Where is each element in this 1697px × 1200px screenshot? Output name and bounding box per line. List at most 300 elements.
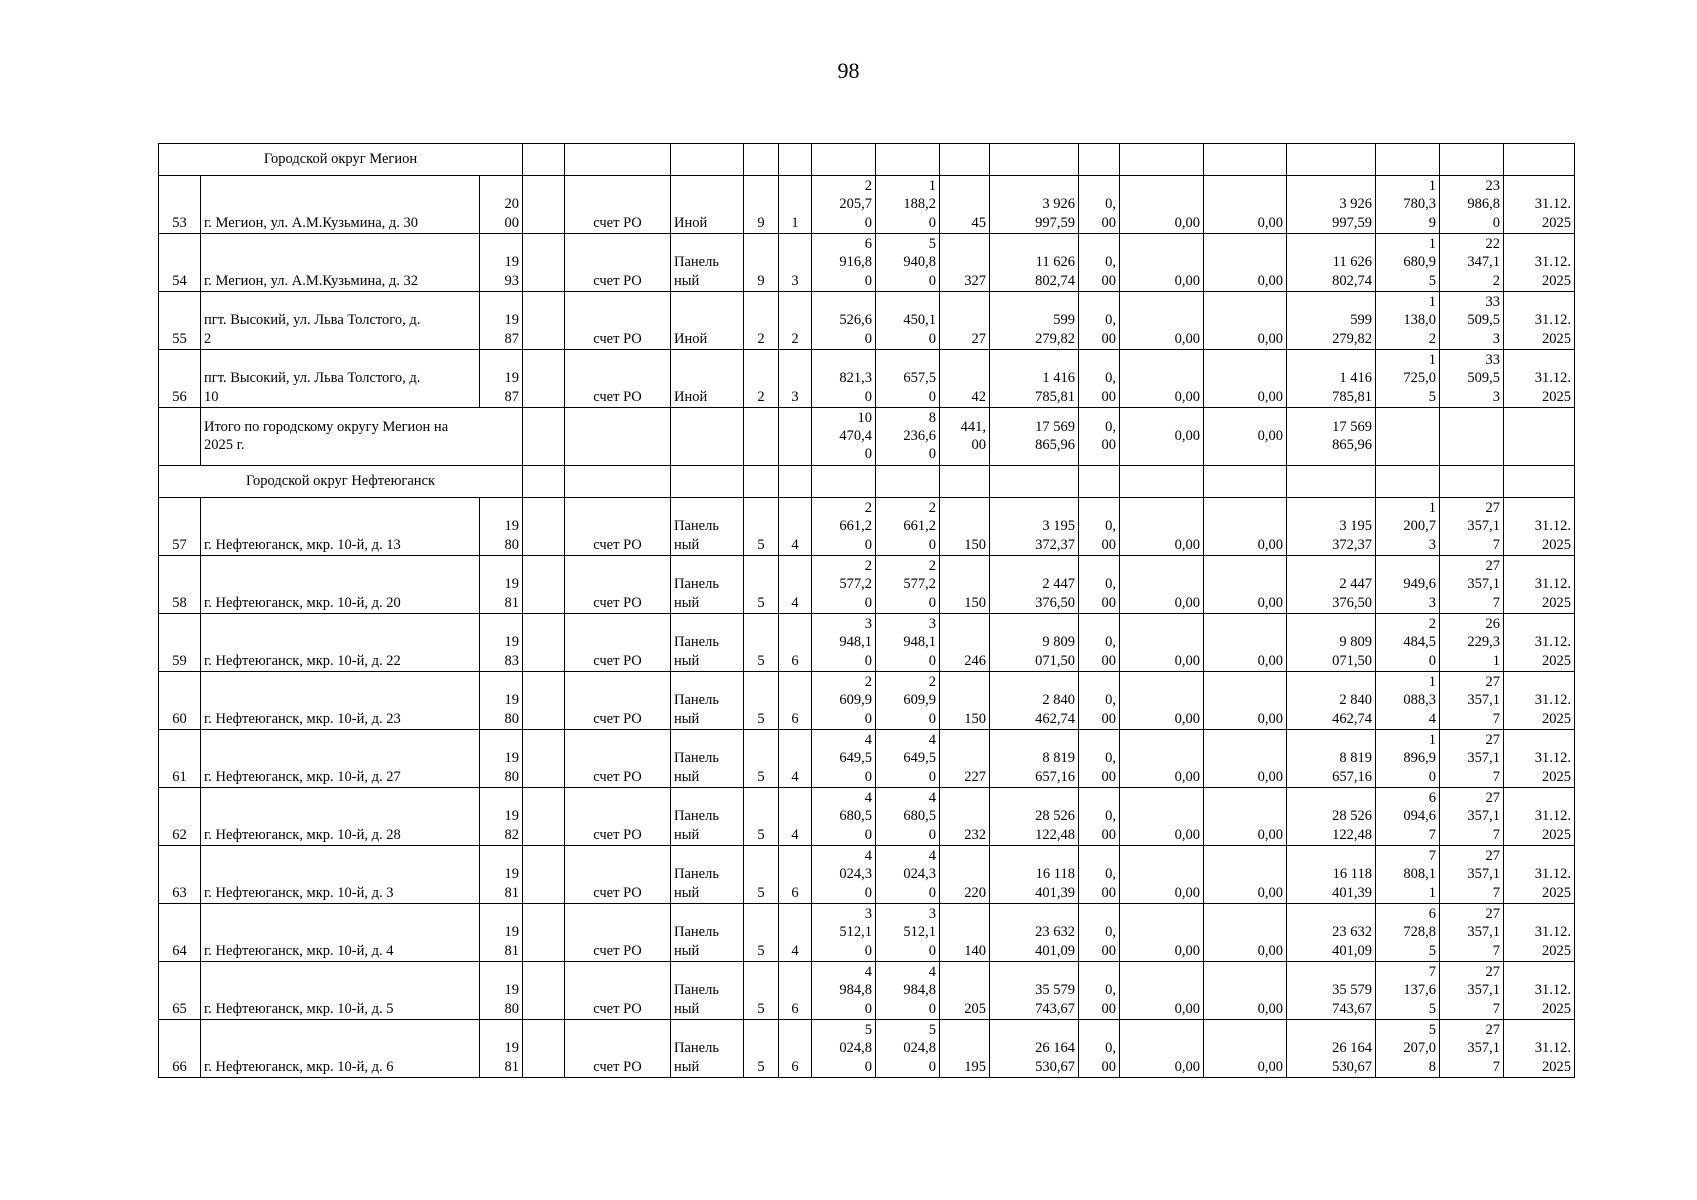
table-row xyxy=(159,292,1575,350)
cell-cost-fund: 0, 00 xyxy=(1079,556,1120,614)
cell-cost-total: 9 809 071,50 xyxy=(990,614,1079,672)
cell-cost-fund: 0, 00 xyxy=(1079,498,1120,556)
cell-cost-fund: 0, 00 xyxy=(1079,176,1120,234)
table-row xyxy=(159,350,1575,408)
cell-residents: 27 xyxy=(940,292,990,350)
cell-area-living: 5 940,8 0 xyxy=(876,234,940,292)
cell-cost-fund: 0, 00 xyxy=(1079,788,1120,846)
cell-cost-budget-local: 0,00 xyxy=(1204,350,1287,408)
cell-fund: счет РО xyxy=(565,788,671,846)
cell-residents: 227 xyxy=(940,730,990,788)
cell-deadline: 31.12. 2025 xyxy=(1504,1020,1575,1078)
table-row xyxy=(159,556,1575,614)
cell-area-living: 450,1 0 xyxy=(876,292,940,350)
cell-cost-budget-region: 0,00 xyxy=(1120,1020,1204,1078)
cell-cost-total: 35 579 743,67 xyxy=(990,962,1079,1020)
cell-cost-per-m2: 1 138,0 2 xyxy=(1376,292,1440,350)
cell-cost-per-m2: 1 088,3 4 xyxy=(1376,672,1440,730)
cell-entrances: 4 xyxy=(779,904,812,962)
cell-cost-fund: 0, 00 xyxy=(1079,234,1120,292)
cell-deadline: 31.12. 2025 xyxy=(1504,498,1575,556)
empty-cell xyxy=(1504,408,1575,466)
cell-no: 59 xyxy=(159,614,201,672)
cell-no: 54 xyxy=(159,234,201,292)
empty-cell xyxy=(1376,408,1440,466)
empty-cell xyxy=(1504,144,1575,176)
empty-cell xyxy=(990,144,1079,176)
cell-no: 63 xyxy=(159,846,201,904)
cell-address: г. Нефтеюганск, мкр. 10-й, д. 6 xyxy=(201,1020,480,1078)
cell-year: 19 81 xyxy=(480,1020,523,1078)
cell-area-total: 821,3 0 xyxy=(812,350,876,408)
cell-deadline: 31.12. 2025 xyxy=(1504,846,1575,904)
cell-cost-owners: 28 526 122,48 xyxy=(1287,788,1376,846)
cell-area-total: 3 512,1 0 xyxy=(812,904,876,962)
cell-cost-per-m2: 6 728,8 5 xyxy=(1376,904,1440,962)
cell-limit-per-m2: 27 357,1 7 xyxy=(1440,962,1504,1020)
cell-extra xyxy=(523,1020,565,1078)
cell-limit-per-m2: 27 357,1 7 xyxy=(1440,556,1504,614)
cell-fund: счет РО xyxy=(565,730,671,788)
cell-area-living: 2 609,9 0 xyxy=(876,672,940,730)
cell-area-living: 657,5 0 xyxy=(876,350,940,408)
cell-fund: счет РО xyxy=(565,350,671,408)
cell-address: г. Нефтеюганск, мкр. 10-й, д. 22 xyxy=(201,614,480,672)
cell-residents: 220 xyxy=(940,846,990,904)
cell-extra xyxy=(523,962,565,1020)
cell-extra xyxy=(523,904,565,962)
cell-limit-per-m2: 27 357,1 7 xyxy=(1440,788,1504,846)
cell-fund: счет РО xyxy=(565,1020,671,1078)
cell-cost-total: 8 819 657,16 xyxy=(990,730,1079,788)
cell-year: 19 83 xyxy=(480,614,523,672)
cell-residents: 205 xyxy=(940,962,990,1020)
cell-type: Панель ный xyxy=(671,904,744,962)
cell-extra xyxy=(523,498,565,556)
cell-deadline: 31.12. 2025 xyxy=(1504,730,1575,788)
cell-no: 60 xyxy=(159,672,201,730)
cell-year: 19 87 xyxy=(480,350,523,408)
table-row xyxy=(159,614,1575,672)
cell-no: 55 xyxy=(159,292,201,350)
cell-area-living: 2 661,2 0 xyxy=(876,498,940,556)
cell-fund: счет РО xyxy=(565,962,671,1020)
cell-residents: 45 xyxy=(940,176,990,234)
cell-no: 66 xyxy=(159,1020,201,1078)
empty-cell xyxy=(1079,144,1120,176)
cell-cost-owners: 35 579 743,67 xyxy=(1287,962,1376,1020)
cell-address: пгт. Высокий, ул. Льва Толстого, д. 10 xyxy=(201,350,480,408)
cell-no: 58 xyxy=(159,556,201,614)
cell-entrances: 3 xyxy=(779,350,812,408)
cell-cost-owners: 16 118 401,39 xyxy=(1287,846,1376,904)
page-number: 98 xyxy=(837,58,860,83)
table-row xyxy=(159,730,1575,788)
cell-year: 19 80 xyxy=(480,672,523,730)
empty-cell xyxy=(1440,144,1504,176)
cell-type: Панель ный xyxy=(671,614,744,672)
table-row xyxy=(159,1020,1575,1078)
cell-fund: счет РО xyxy=(565,234,671,292)
cell-year: 19 81 xyxy=(480,904,523,962)
cell-no: 56 xyxy=(159,350,201,408)
cell-year: 19 82 xyxy=(480,788,523,846)
table-row xyxy=(159,176,1575,234)
cell-extra xyxy=(523,672,565,730)
cell-type: Иной xyxy=(671,176,744,234)
cell-floors: 5 xyxy=(744,846,779,904)
cell-year: 19 87 xyxy=(480,292,523,350)
cell-cost-budget-region: 0,00 xyxy=(1120,730,1204,788)
cell-year: 19 80 xyxy=(480,962,523,1020)
cell-area-total: 2 661,2 0 xyxy=(812,498,876,556)
cell-limit-per-m2: 22 347,1 2 xyxy=(1440,234,1504,292)
cell-entrances: 4 xyxy=(779,788,812,846)
table-row xyxy=(159,788,1575,846)
cell-year: 19 93 xyxy=(480,234,523,292)
cell-residents: 232 xyxy=(940,788,990,846)
cell-limit-per-m2: 27 357,1 7 xyxy=(1440,730,1504,788)
cell-extra xyxy=(523,292,565,350)
empty-cell xyxy=(1287,466,1376,498)
cell-cost-budget-local: 0,00 xyxy=(1204,904,1287,962)
cell-area-total: 4 680,5 0 xyxy=(812,788,876,846)
section-header-row xyxy=(159,466,1575,498)
empty-cell xyxy=(1504,466,1575,498)
cell-residents: 42 xyxy=(940,350,990,408)
empty-cell xyxy=(812,144,876,176)
total-label: Итого по городскому округу Мегион на 2025 г. xyxy=(201,408,523,466)
cell-year: 19 80 xyxy=(480,730,523,788)
total-residents: 441, 00 xyxy=(940,408,990,466)
cell-deadline: 31.12. 2025 xyxy=(1504,234,1575,292)
empty-cell xyxy=(671,466,744,498)
cell-deadline: 31.12. 2025 xyxy=(1504,788,1575,846)
section-title: Городской округ Нефтеюганск xyxy=(159,466,523,498)
cell-area-living: 3 512,1 0 xyxy=(876,904,940,962)
cell-cost-total: 3 195 372,37 xyxy=(990,498,1079,556)
cell-cost-budget-local: 0,00 xyxy=(1204,846,1287,904)
cell-cost-budget-local: 0,00 xyxy=(1204,556,1287,614)
cell-cost-per-m2: 6 094,6 7 xyxy=(1376,788,1440,846)
cell-entrances: 6 xyxy=(779,962,812,1020)
cell-cost-per-m2: 1 896,9 0 xyxy=(1376,730,1440,788)
cell-address: г. Мегион, ул. А.М.Кузьмина, д. 30 xyxy=(201,176,480,234)
table-row xyxy=(159,498,1575,556)
cell-fund: счет РО xyxy=(565,614,671,672)
cell-extra xyxy=(523,730,565,788)
empty-cell xyxy=(876,144,940,176)
cell-cost-budget-local: 0,00 xyxy=(1204,962,1287,1020)
empty-cell xyxy=(523,144,565,176)
cell-area-living: 4 024,3 0 xyxy=(876,846,940,904)
empty-cell xyxy=(1287,144,1376,176)
cell-address: г. Нефтеюганск, мкр. 10-й, д. 13 xyxy=(201,498,480,556)
cell-floors: 5 xyxy=(744,614,779,672)
cell-extra xyxy=(523,176,565,234)
cell-cost-total: 599 279,82 xyxy=(990,292,1079,350)
cell-area-living: 5 024,8 0 xyxy=(876,1020,940,1078)
total-cost-owners: 17 569 865,96 xyxy=(1287,408,1376,466)
cell-extra xyxy=(523,350,565,408)
cell-cost-budget-region: 0,00 xyxy=(1120,556,1204,614)
cell-residents: 140 xyxy=(940,904,990,962)
total-cost-fund: 0, 00 xyxy=(1079,408,1120,466)
cell-no: 57 xyxy=(159,498,201,556)
cell-limit-per-m2: 27 357,1 7 xyxy=(1440,846,1504,904)
cell-cost-budget-local: 0,00 xyxy=(1204,292,1287,350)
cell-cost-per-m2: 1 725,0 5 xyxy=(1376,350,1440,408)
cell-no: 53 xyxy=(159,176,201,234)
cell-cost-total: 28 526 122,48 xyxy=(990,788,1079,846)
cell-limit-per-m2: 27 357,1 7 xyxy=(1440,672,1504,730)
cell-cost-per-m2: 7 137,6 5 xyxy=(1376,962,1440,1020)
table-body xyxy=(159,144,1575,1078)
cell-limit-per-m2: 26 229,3 1 xyxy=(1440,614,1504,672)
cell-residents: 246 xyxy=(940,614,990,672)
cell-area-total: 5 024,8 0 xyxy=(812,1020,876,1078)
cell-entrances: 4 xyxy=(779,730,812,788)
cell-floors: 9 xyxy=(744,234,779,292)
cell-cost-total: 2 447 376,50 xyxy=(990,556,1079,614)
capital-repair-register-table xyxy=(158,143,1575,1078)
cell-cost-owners: 599 279,82 xyxy=(1287,292,1376,350)
cell-fund: счет РО xyxy=(565,292,671,350)
cell-cost-per-m2: 7 808,1 1 xyxy=(1376,846,1440,904)
cell-limit-per-m2: 27 357,1 7 xyxy=(1440,904,1504,962)
cell-floors: 2 xyxy=(744,292,779,350)
cell-cost-budget-local: 0,00 xyxy=(1204,1020,1287,1078)
cell-cost-total: 3 926 997,59 xyxy=(990,176,1079,234)
empty-cell xyxy=(565,408,671,466)
cell-cost-fund: 0, 00 xyxy=(1079,730,1120,788)
cell-cost-budget-region: 0,00 xyxy=(1120,846,1204,904)
cell-type: Панель ный xyxy=(671,672,744,730)
empty-cell xyxy=(523,466,565,498)
cell-address: г. Нефтеюганск, мкр. 10-й, д. 5 xyxy=(201,962,480,1020)
cell-address: пгт. Высокий, ул. Льва Толстого, д. 2 xyxy=(201,292,480,350)
empty-cell xyxy=(744,408,779,466)
cell-cost-per-m2: 5 207,0 8 xyxy=(1376,1020,1440,1078)
empty-cell xyxy=(876,466,940,498)
empty-cell xyxy=(1440,466,1504,498)
cell-cost-owners: 26 164 530,67 xyxy=(1287,1020,1376,1078)
cell-cost-per-m2: 1 200,7 3 xyxy=(1376,498,1440,556)
cell-residents: 150 xyxy=(940,556,990,614)
cell-extra xyxy=(523,788,565,846)
table-row xyxy=(159,846,1575,904)
cell-floors: 5 xyxy=(744,904,779,962)
cell-year: 19 80 xyxy=(480,498,523,556)
cell-cost-per-m2: 1 680,9 5 xyxy=(1376,234,1440,292)
cell-type: Панель ный xyxy=(671,498,744,556)
cell-deadline: 31.12. 2025 xyxy=(1504,904,1575,962)
cell-cost-fund: 0, 00 xyxy=(1079,292,1120,350)
cell-floors: 5 xyxy=(744,498,779,556)
empty-cell xyxy=(1204,144,1287,176)
cell-floors: 5 xyxy=(744,730,779,788)
cell-area-living: 1 188,2 0 xyxy=(876,176,940,234)
cell-address: г. Нефтеюганск, мкр. 10-й, д. 27 xyxy=(201,730,480,788)
cell-area-total: 2 205,7 0 xyxy=(812,176,876,234)
cell-fund: счет РО xyxy=(565,498,671,556)
cell-cost-fund: 0, 00 xyxy=(1079,672,1120,730)
cell-floors: 5 xyxy=(744,672,779,730)
cell-fund: счет РО xyxy=(565,904,671,962)
empty-cell xyxy=(1376,144,1440,176)
cell-limit-per-m2: 27 357,1 7 xyxy=(1440,498,1504,556)
cell-cost-budget-local: 0,00 xyxy=(1204,672,1287,730)
cell-type: Панель ный xyxy=(671,962,744,1020)
total-cost-total: 17 569 865,96 xyxy=(990,408,1079,466)
cell-cost-budget-local: 0,00 xyxy=(1204,730,1287,788)
cell-area-living: 4 680,5 0 xyxy=(876,788,940,846)
section-total-row xyxy=(159,408,1575,466)
cell-address: г. Нефтеюганск, мкр. 10-й, д. 23 xyxy=(201,672,480,730)
cell-area-living: 3 948,1 0 xyxy=(876,614,940,672)
cell-floors: 5 xyxy=(744,556,779,614)
cell-cost-fund: 0, 00 xyxy=(1079,962,1120,1020)
cell-cost-fund: 0, 00 xyxy=(1079,614,1120,672)
cell-fund: счет РО xyxy=(565,556,671,614)
cell-type: Панель ный xyxy=(671,234,744,292)
cell-cost-fund: 0, 00 xyxy=(1079,904,1120,962)
cell-entrances: 4 xyxy=(779,498,812,556)
cell-year: 20 00 xyxy=(480,176,523,234)
cell-cost-budget-region: 0,00 xyxy=(1120,350,1204,408)
cell-floors: 2 xyxy=(744,350,779,408)
cell-cost-budget-region: 0,00 xyxy=(1120,176,1204,234)
section-title: Городской округ Мегион xyxy=(159,144,523,176)
empty-cell xyxy=(779,408,812,466)
cell-cost-budget-region: 0,00 xyxy=(1120,614,1204,672)
section-header-row xyxy=(159,144,1575,176)
empty-cell xyxy=(1120,466,1204,498)
cell-area-living: 4 649,5 0 xyxy=(876,730,940,788)
cell-cost-budget-local: 0,00 xyxy=(1204,614,1287,672)
cell-no: 62 xyxy=(159,788,201,846)
cell-entrances: 1 xyxy=(779,176,812,234)
cell-area-living: 2 577,2 0 xyxy=(876,556,940,614)
cell-cost-owners: 1 416 785,81 xyxy=(1287,350,1376,408)
cell-extra xyxy=(523,846,565,904)
cell-cost-owners: 8 819 657,16 xyxy=(1287,730,1376,788)
cell-area-total: 526,6 0 xyxy=(812,292,876,350)
cell-entrances: 3 xyxy=(779,234,812,292)
empty-cell xyxy=(1204,466,1287,498)
cell-area-total: 4 024,3 0 xyxy=(812,846,876,904)
cell-residents: 327 xyxy=(940,234,990,292)
cell-deadline: 31.12. 2025 xyxy=(1504,176,1575,234)
table-row xyxy=(159,962,1575,1020)
cell-address: г. Нефтеюганск, мкр. 10-й, д. 20 xyxy=(201,556,480,614)
cell-area-total: 4 984,8 0 xyxy=(812,962,876,1020)
cell-cost-budget-local: 0,00 xyxy=(1204,788,1287,846)
cell-type: Иной xyxy=(671,292,744,350)
cell-year: 19 81 xyxy=(480,556,523,614)
cell-cost-total: 23 632 401,09 xyxy=(990,904,1079,962)
cell-cost-budget-local: 0,00 xyxy=(1204,234,1287,292)
total-cost-budget-region: 0,00 xyxy=(1120,408,1204,466)
cell-entrances: 6 xyxy=(779,846,812,904)
cell-entrances: 6 xyxy=(779,614,812,672)
cell-cost-total: 11 626 802,74 xyxy=(990,234,1079,292)
cell-area-total: 6 916,8 0 xyxy=(812,234,876,292)
cell-deadline: 31.12. 2025 xyxy=(1504,672,1575,730)
empty-cell xyxy=(1376,466,1440,498)
cell-fund: счет РО xyxy=(565,672,671,730)
cell-address: г. Нефтеюганск, мкр. 10-й, д. 4 xyxy=(201,904,480,962)
cell-limit-per-m2: 27 357,1 7 xyxy=(1440,1020,1504,1078)
cell-cost-budget-region: 0,00 xyxy=(1120,672,1204,730)
cell-cost-per-m2: 1 780,3 9 xyxy=(1376,176,1440,234)
cell-cost-budget-region: 0,00 xyxy=(1120,904,1204,962)
cell-residents: 150 xyxy=(940,498,990,556)
cell-cost-fund: 0, 00 xyxy=(1079,1020,1120,1078)
cell-floors: 5 xyxy=(744,962,779,1020)
cell-residents: 195 xyxy=(940,1020,990,1078)
cell-cost-owners: 3 195 372,37 xyxy=(1287,498,1376,556)
cell-entrances: 6 xyxy=(779,672,812,730)
cell-type: Иной xyxy=(671,350,744,408)
cell-area-total: 4 649,5 0 xyxy=(812,730,876,788)
cell-entrances: 6 xyxy=(779,1020,812,1078)
cell-year: 19 81 xyxy=(480,846,523,904)
empty-cell xyxy=(744,144,779,176)
cell-type: Панель ный xyxy=(671,1020,744,1078)
cell-extra xyxy=(523,556,565,614)
cell-entrances: 2 xyxy=(779,292,812,350)
cell-no: 64 xyxy=(159,904,201,962)
cell-cost-budget-local: 0,00 xyxy=(1204,498,1287,556)
cell-no: 61 xyxy=(159,730,201,788)
cell-cost-total: 1 416 785,81 xyxy=(990,350,1079,408)
cell-floors: 5 xyxy=(744,788,779,846)
cell-limit-per-m2: 33 509,5 3 xyxy=(1440,292,1504,350)
cell-cost-budget-local: 0,00 xyxy=(1204,176,1287,234)
cell-cost-budget-region: 0,00 xyxy=(1120,498,1204,556)
cell-address: г. Нефтеюганск, мкр. 10-й, д. 28 xyxy=(201,788,480,846)
cell-cost-budget-region: 0,00 xyxy=(1120,234,1204,292)
cell-cost-owners: 9 809 071,50 xyxy=(1287,614,1376,672)
total-cost-budget-local: 0,00 xyxy=(1204,408,1287,466)
cell-deadline: 31.12. 2025 xyxy=(1504,962,1575,1020)
empty-cell xyxy=(565,144,671,176)
cell-cost-total: 26 164 530,67 xyxy=(990,1020,1079,1078)
cell-cost-budget-region: 0,00 xyxy=(1120,292,1204,350)
cell-cost-total: 16 118 401,39 xyxy=(990,846,1079,904)
cell-cost-budget-region: 0,00 xyxy=(1120,962,1204,1020)
cell-type: Панель ный xyxy=(671,788,744,846)
table-row xyxy=(159,904,1575,962)
table-row xyxy=(159,234,1575,292)
cell-address: г. Мегион, ул. А.М.Кузьмина, д. 32 xyxy=(201,234,480,292)
empty-cell xyxy=(159,408,201,466)
cell-entrances: 4 xyxy=(779,556,812,614)
total-area-total: 10 470,4 0 xyxy=(812,408,876,466)
empty-cell xyxy=(1120,144,1204,176)
cell-cost-owners: 3 926 997,59 xyxy=(1287,176,1376,234)
empty-cell xyxy=(779,144,812,176)
cell-address: г. Нефтеюганск, мкр. 10-й, д. 3 xyxy=(201,846,480,904)
cell-extra xyxy=(523,234,565,292)
empty-cell xyxy=(523,408,565,466)
cell-cost-fund: 0, 00 xyxy=(1079,846,1120,904)
cell-deadline: 31.12. 2025 xyxy=(1504,350,1575,408)
empty-cell xyxy=(812,466,876,498)
cell-area-living: 4 984,8 0 xyxy=(876,962,940,1020)
cell-cost-owners: 11 626 802,74 xyxy=(1287,234,1376,292)
